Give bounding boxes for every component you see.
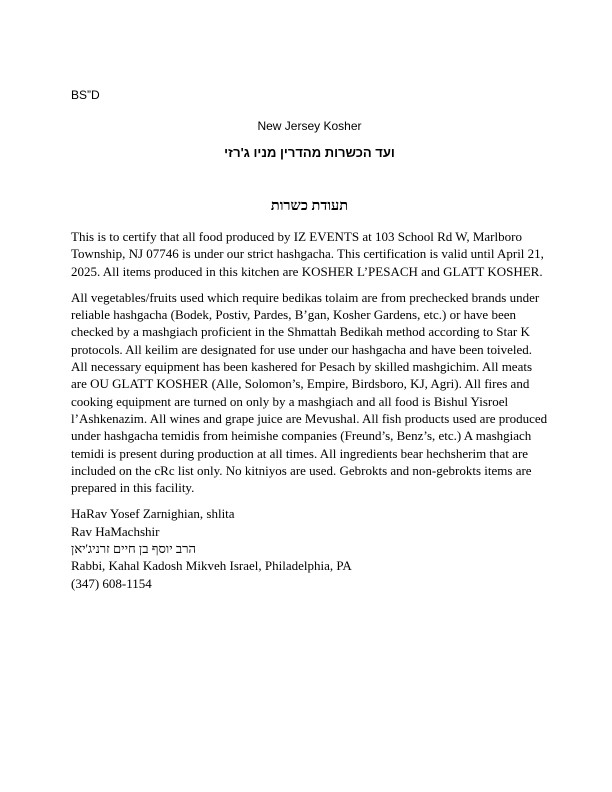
- signatory-role: Rav HaMachshir: [71, 523, 160, 539]
- kashrus-details-paragraph: All vegetables/fruits used which require bedikas tolaim are from prechecked brands under reliable hashgacha (Bodek, Postiv, Pardes, B’gan, Kosher Gardens, etc.) or have been checked by a mashgiach proficient in the Shmattah Bedikah method according to Star K protocols. All keilim are designated for use under our hashgacha and have been toiveled. All necessary equipment has been kashered for Pesach by skilled mashgichim. All meats are OU GLATT KOSHER (Alle, Solomon’s, Empire, Birdsboro, KJ, Agri). All fires and cooking equipment are turned on only by a mashgiach and all food is Bishul Yisroel l’Ashkenazim. All wines and grape juice are Mevushal. All fish products used are produced under hashgacha temidis from heimishe companies (Freund’s, Benz’s, etc.) A mashgiach temidi is present during production at all times. All ingredients bear hechsherim that are included on the cRc list only. No kitniyos are used. Gebrokts and non-gebrokts items are prepared in this facility.: [71, 289, 548, 496]
- org-name-english: New Jersey Kosher: [257, 119, 362, 133]
- org-name-hebrew: ועד הכשרות מהדרין מניו ג'רזי: [224, 145, 395, 160]
- signatory-phone: (347) 608-1154: [71, 575, 152, 591]
- signatory-name-hebrew: הרב יוסף בן חיים זרניג'יאן: [71, 541, 196, 557]
- signature-block: [71, 505, 548, 591]
- signatory-name: HaRav Yosef Zarnighian, shlita: [71, 506, 235, 522]
- certification-paragraph: This is to certify that all food produced by IZ EVENTS at 103 School Rd W, Marlboro Township, NJ 07746 is under our strict hashgacha. This certification is valid until April 21, 2025. All items produced in this kitchen are KOSHER L’PESACH and GLATT KOSHER.: [71, 229, 544, 279]
- bsd-notation: BS”D: [71, 88, 100, 102]
- certificate-title-hebrew: תעודת כשרות: [270, 198, 349, 214]
- signatory-affiliation: Rabbi, Kahal Kadosh Mikveh Israel, Philadelphia, PA: [71, 558, 352, 574]
